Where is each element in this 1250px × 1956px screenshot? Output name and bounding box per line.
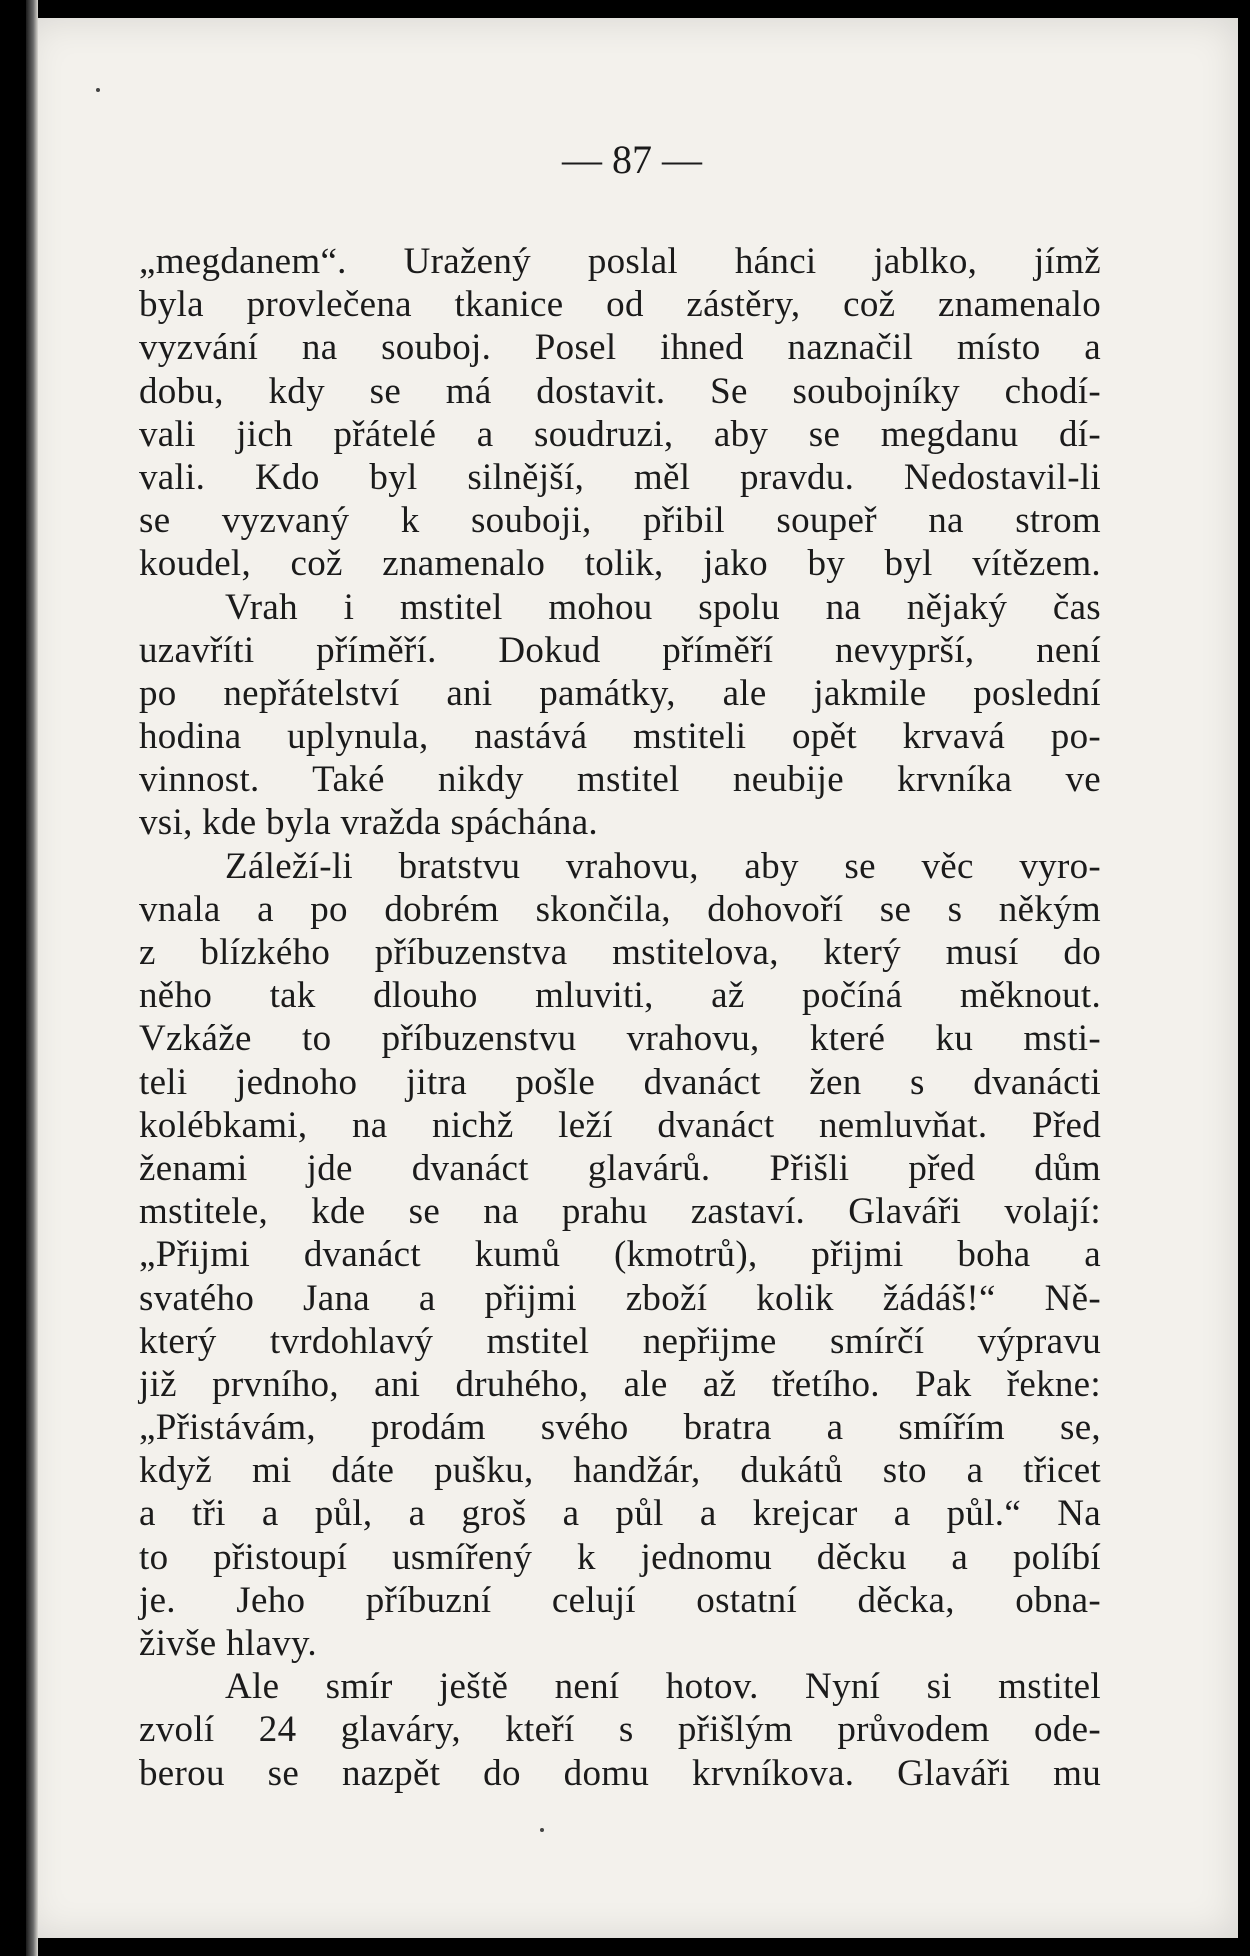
text-line: po nepřátelství ani památky, ale jakmile poslední (139, 672, 1101, 714)
text-line: to přistoupí usmířený k jednomu děcku a políbí (139, 1536, 1101, 1578)
text-line: vinnost. Také nikdy mstitel neubije krvníka ve (139, 759, 1101, 801)
text-line: teli jednoho jitra pošle dvanáct žen s dvanácti (139, 1061, 1101, 1103)
text-line: Vrah i mstitel mohou spolu na nějaký čas (225, 586, 1101, 628)
text-line: z blízkého příbuzenstva mstitelova, který musí do (139, 932, 1101, 973)
book-page (26, 18, 1238, 1938)
text-line: Vzkáže to příbuzenstvu vrahovu, které ku msti- (139, 1018, 1101, 1060)
text-line: „megdanem“. Uražený poslal hánci jablko, jímž (139, 241, 1101, 282)
text-line: berou se nazpět do domu krvníkova. Glaváři mu (139, 1752, 1101, 1794)
text-line: Záleží-li bratstvu vrahovu, aby se věc vyro- (225, 845, 1101, 887)
page-number: — 87 — (562, 137, 702, 182)
text-line: kolébkami, na nichž leží dvanáct nemluvňat. Před (139, 1104, 1101, 1146)
text-line: vyzvání na souboj. Posel ihned naznačil místo a (139, 327, 1101, 369)
scan-speck (540, 1828, 544, 1832)
body-text (139, 240, 1101, 1795)
text-line: „Přistávám, prodám svého bratra a smířím se, (139, 1407, 1101, 1449)
text-line: ženami jde dvanáct glavárů. Přišli před dům (139, 1147, 1101, 1189)
text-line: když mi dáte pušku, handžár, dukátů sto a třicet (139, 1450, 1101, 1492)
text-line: je. Jeho příbuzní celují ostatní děcka, obna- (139, 1579, 1101, 1621)
text-line: uzavříti příměří. Dokud příměří nevyprší, není (139, 629, 1101, 671)
text-line: který tvrdohlavý mstitel nepřijme smírčí výpravu (139, 1320, 1101, 1362)
text-line: dobu, kdy se má dostavit. Se soubojníky chodí- (139, 370, 1101, 412)
scan-speck (96, 88, 100, 92)
text-line: mstitele, kde se na prahu zastaví. Glaváři volají: (139, 1191, 1101, 1233)
text-line: svatého Jana a přijmi zboží kolik žádáš!“ Ně- (139, 1277, 1101, 1319)
text-line: se vyzvaný k souboji, přibil soupeř na strom (139, 500, 1101, 542)
text-line: něho tak dlouho mluviti, až počíná měknout. (139, 975, 1101, 1017)
text-line: živše hlavy. (139, 1623, 317, 1664)
text-line: vali. Kdo byl silnější, měl pravdu. Nedostavil-li (139, 456, 1101, 498)
text-line: a tři a půl, a groš a půl a krejcar a půl.“ Na (139, 1493, 1101, 1535)
text-line: zvolí 24 glaváry, kteří s přišlým průvodem ode- (139, 1709, 1101, 1751)
text-line: vali jich přátelé a soudruzi, aby se megdanu dí- (139, 413, 1101, 455)
text-line: vnala a po dobrém skončila, dohovoří se s někým (139, 888, 1101, 930)
text-line: byla provlečena tkanice od zástěry, což znamenalo (139, 284, 1101, 326)
text-line: hodina uplynula, nastává mstiteli opět krvavá po- (139, 716, 1101, 758)
text-line: Ale smír ještě není hotov. Nyní si mstitel (225, 1666, 1101, 1708)
text-line: již prvního, ani druhého, ale až třetího. Pak řekne: (139, 1363, 1101, 1405)
text-line: vsi, kde byla vražda spáchána. (139, 802, 598, 844)
page-binding-edge (26, 0, 38, 1956)
text-line: koudel, což znamenalo tolik, jako by byl vítězem. (139, 543, 1101, 585)
text-line: „Přijmi dvanáct kumů (kmotrů), přijmi boha a (139, 1234, 1101, 1276)
